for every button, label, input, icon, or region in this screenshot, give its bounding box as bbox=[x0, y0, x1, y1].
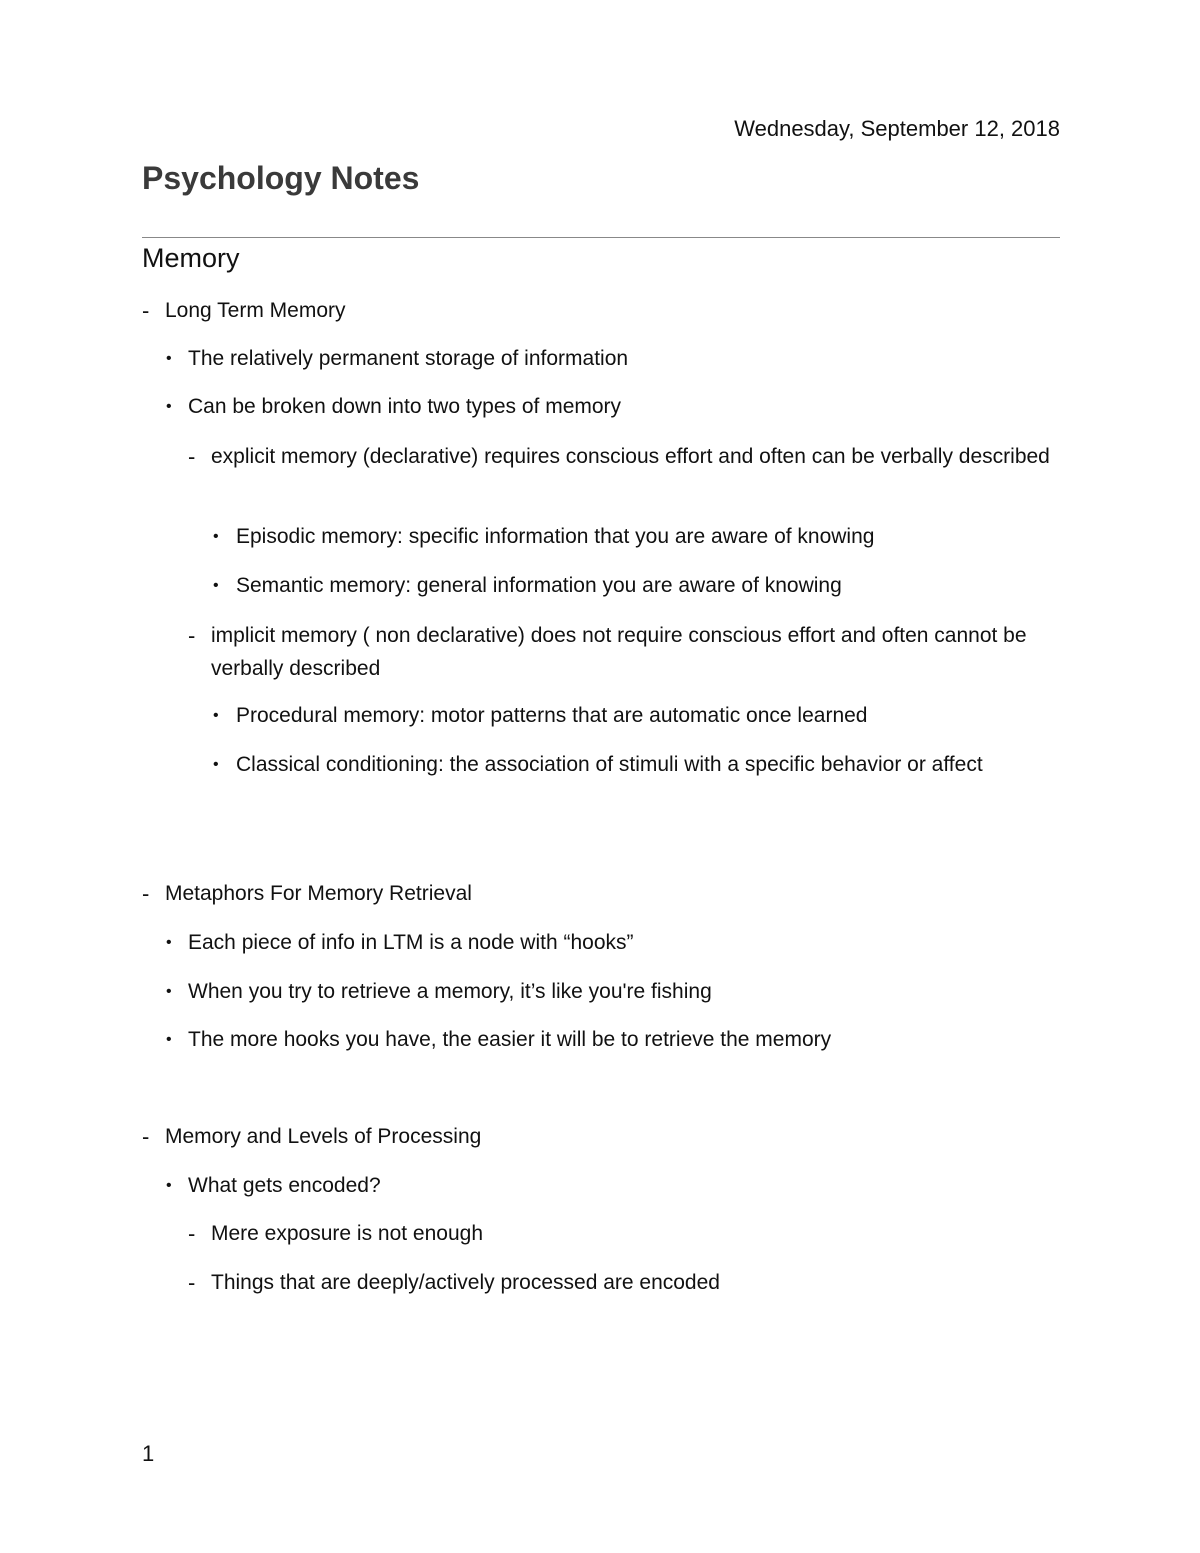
outline-item-text: Mere exposure is not enough bbox=[211, 1222, 484, 1245]
outline-item-long-term-memory bbox=[142, 294, 1042, 327]
outline-item-text: Things that are deeply/actively processed are encoded bbox=[211, 1271, 720, 1294]
outline-item-text: The relatively permanent storage of information bbox=[188, 347, 629, 370]
dash-icon: - bbox=[142, 1124, 150, 1149]
section-heading: Memory bbox=[142, 243, 240, 273]
bullet-icon: • bbox=[213, 756, 219, 773]
dash-icon: - bbox=[142, 881, 150, 906]
outline-item-text: When you try to retrieve a memory, it’s like you're fishing bbox=[188, 980, 712, 1003]
dash-icon: - bbox=[188, 1270, 196, 1295]
outline-item bbox=[166, 975, 1046, 1008]
outline-item-metaphors bbox=[142, 877, 1042, 910]
outline-item bbox=[213, 699, 1033, 732]
title-divider bbox=[142, 237, 1060, 238]
outline-item-text: Semantic memory: general information you are aware of knowing bbox=[236, 574, 842, 597]
page-number: 1 bbox=[142, 1441, 155, 1466]
dash-icon: - bbox=[142, 298, 150, 323]
bullet-icon: • bbox=[166, 1031, 172, 1048]
outline-item-text: The more hooks you have, the easier it will be to retrieve the memory bbox=[188, 1028, 832, 1051]
outline-item-text: implicit memory ( non declarative) does not require conscious effort and often cannot be verbally described bbox=[211, 624, 1027, 680]
outline-item-text: Procedural memory: motor patterns that are automatic once learned bbox=[236, 704, 868, 727]
bullet-icon: • bbox=[166, 934, 172, 951]
page-title: Psychology Notes bbox=[142, 160, 420, 196]
outline-item-text: Long Term Memory bbox=[165, 299, 346, 322]
outline-item-text: Each piece of info in LTM is a node with “hooks” bbox=[188, 931, 634, 954]
outline-item bbox=[213, 569, 1033, 602]
bullet-icon: • bbox=[213, 707, 219, 724]
outline-item bbox=[166, 342, 1046, 375]
outline-item-text: Metaphors For Memory Retrieval bbox=[165, 882, 472, 905]
outline-item-text: Episodic memory: specific information that you are aware of knowing bbox=[236, 525, 875, 548]
dash-icon: - bbox=[188, 444, 196, 469]
outline-item-levels-of-processing bbox=[142, 1120, 1042, 1153]
outline-item-text: Memory and Levels of Processing bbox=[165, 1125, 482, 1148]
outline-item-text: explicit memory (declarative) requires conscious effort and often can be verbally described bbox=[211, 445, 1050, 468]
outline-item bbox=[166, 390, 1046, 423]
outline-item bbox=[166, 1169, 1046, 1202]
outline-item bbox=[166, 926, 1046, 959]
dash-icon: - bbox=[188, 623, 196, 648]
outline-item-text: Can be broken down into two types of memory bbox=[188, 395, 622, 418]
outline-item bbox=[188, 440, 1058, 473]
outline-item bbox=[213, 748, 1033, 781]
outline-item bbox=[188, 1217, 1058, 1250]
page-date: Wednesday, September 12, 2018 bbox=[734, 116, 1060, 141]
bullet-icon: • bbox=[166, 398, 172, 415]
outline-item bbox=[188, 619, 1058, 685]
outline-item-text: What gets encoded? bbox=[188, 1174, 381, 1197]
bullet-icon: • bbox=[166, 1177, 172, 1194]
bullet-icon: • bbox=[166, 350, 172, 367]
bullet-icon: • bbox=[213, 577, 219, 594]
bullet-icon: • bbox=[166, 983, 172, 1000]
outline-item bbox=[213, 520, 1033, 553]
outline-item bbox=[166, 1023, 1046, 1056]
dash-icon: - bbox=[188, 1221, 196, 1246]
outline-item bbox=[188, 1266, 1058, 1299]
bullet-icon: • bbox=[213, 528, 219, 545]
outline-item-text: Classical conditioning: the association of stimuli with a specific behavior or affect bbox=[236, 753, 983, 776]
